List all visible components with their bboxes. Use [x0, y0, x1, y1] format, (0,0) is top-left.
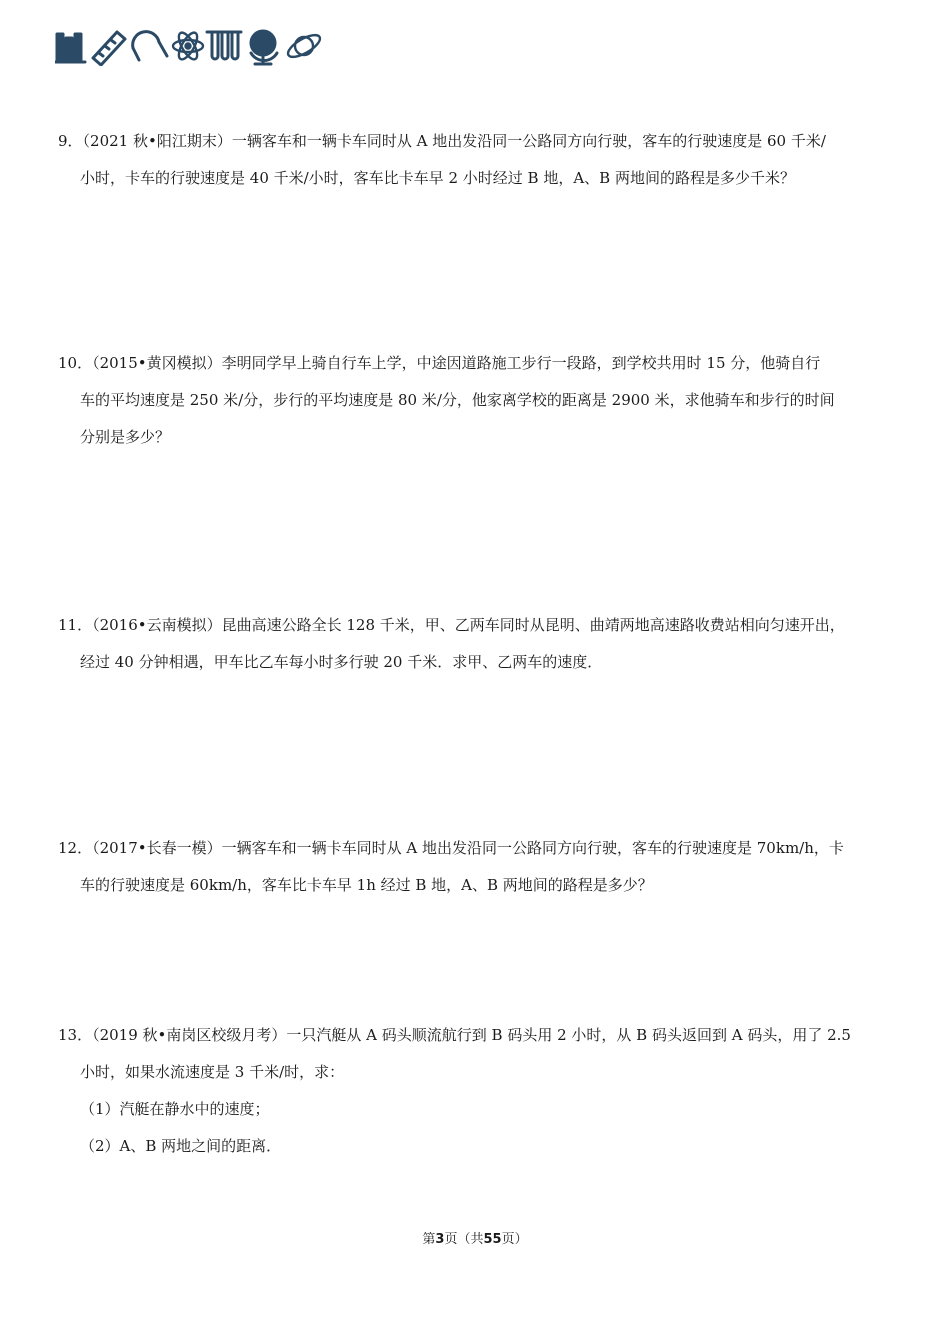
question-number: 11．	[58, 616, 93, 634]
books-icon	[55, 34, 85, 62]
planet-icon	[285, 31, 323, 61]
question-text-continued: 小时，如果水流速度是 3 千米/时，求：	[80, 1063, 345, 1081]
magnet-icon	[133, 32, 167, 60]
question-text: 李明同学早上骑自行车上学，中途因道路施工步行一段路，到学校共用时 15 分，他骑自行	[221, 354, 821, 372]
question-text-continued: 车的行驶速度是 60km/h，客车比卡车早 1h 经过 B 地，A、B 两地间的路程是多少？	[80, 876, 653, 894]
question-number: 12．	[58, 839, 93, 857]
question-text: 一只汽艇从 A 码头顺流航行到 B 码头用 2 小时，从 B 码头返回到 A 码头，用了 2.5	[286, 1026, 851, 1044]
question-source: （2021 秋•阳江期末）	[82, 132, 232, 150]
question-source: （2016•云南模拟）	[92, 616, 222, 634]
question-13	[58, 1017, 892, 1165]
sub-question-2: （2）A、B 两地之间的距离．	[80, 1137, 282, 1155]
question-source: （2015•黄冈模拟）	[92, 354, 222, 372]
question-line	[58, 830, 892, 867]
question-line	[58, 345, 892, 382]
question-11	[58, 607, 892, 681]
question-line	[58, 123, 892, 160]
question-text: 一辆客车和一辆卡车同时从 A 地出发沿同一公路同方向行驶，客车的行驶速度是 60 千米/	[231, 132, 826, 150]
test-tubes-icon	[207, 32, 241, 59]
question-source: （2017•长春一模）	[92, 839, 222, 857]
header-icon-strip	[55, 26, 325, 66]
footer-middle: 页（共	[444, 1232, 484, 1247]
atom-icon	[173, 30, 203, 62]
question-text: 昆曲高速公路全长 128 千米，甲、乙两车同时从昆明、曲靖两地高速路收费站相向匀速开出，	[221, 616, 845, 634]
question-10	[58, 345, 892, 456]
question-text-continued: 经过 40 分钟相遇，甲车比乙车每小时多行驶 20 千米．求甲、乙两车的速度．	[80, 653, 603, 671]
question-line	[58, 1017, 892, 1054]
current-page-number: 3	[435, 1232, 445, 1247]
question-text-continued: 车的平均速度是 250 米/分，步行的平均速度是 80 米/分，他家离学校的距离是 2900 米，求他骑车和步行的时间	[80, 391, 835, 409]
question-text-continued: 分别是多少？	[80, 428, 171, 446]
sub-question-1: （1）汽艇在静水中的速度；	[80, 1100, 270, 1118]
question-source: （2019 秋•南岗区校级月考）	[92, 1026, 287, 1044]
page-footer	[0, 1228, 950, 1247]
total-page-count: 55	[483, 1232, 502, 1247]
globe-icon	[251, 31, 277, 64]
question-line	[58, 607, 892, 644]
question-text-continued: 小时，卡车的行驶速度是 40 千米/小时，客车比卡车早 2 小时经过 B 地，A、B 两地间的路程是多少千米？	[80, 169, 795, 187]
question-number: 13．	[58, 1026, 93, 1044]
question-12	[58, 830, 892, 904]
question-9	[58, 123, 892, 197]
ruler-icon	[93, 32, 125, 65]
question-text: 一辆客车和一辆卡车同时从 A 地出发沿同一公路同方向行驶，客车的行驶速度是 70km/h，卡	[221, 839, 844, 857]
footer-suffix: 页）	[501, 1232, 528, 1247]
question-number: 10．	[58, 354, 93, 372]
question-number: 9．	[58, 132, 83, 150]
footer-prefix: 第	[422, 1232, 436, 1247]
